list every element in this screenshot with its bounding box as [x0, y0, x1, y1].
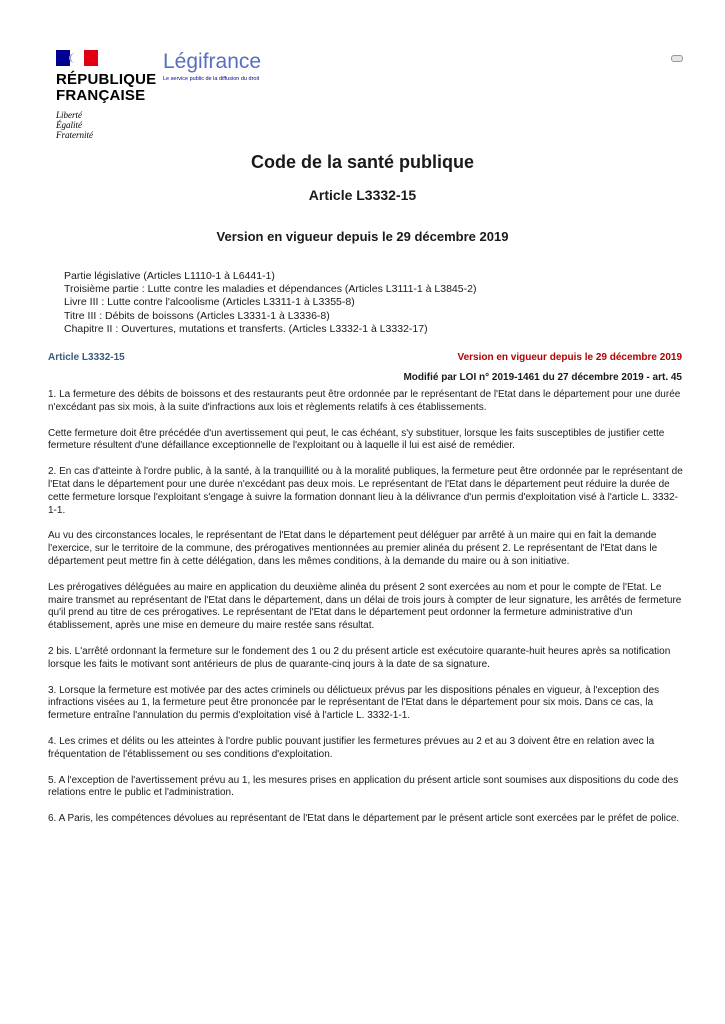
article-version: Version en vigueur depuis le 29 décembre 2019	[457, 352, 682, 363]
marianne-flag-icon	[56, 50, 98, 66]
brand-tagline: Le service public de la diffusion du droit	[163, 76, 260, 82]
francaise-line: FRANÇAISE	[56, 87, 146, 104]
paragraph: Cette fermeture doit être précédée d'un avertissement qui peut, le cas échéant, s'y substituer, lorsque les faits susceptibles de justifier cette fermeture résultent d'une défaillance exceptionnelle de l'exploitant ou à laquelle il lui est aisé de remédier.	[48, 427, 665, 452]
paragraph: 6. A Paris, les compétences dévolues au représentant de l'Etat dans le département par le présent article sont exercées par le préfet de police.	[48, 813, 680, 825]
motto-liberte: Liberté	[56, 110, 82, 120]
paragraph: Au vu des circonstances locales, le représentant de l'Etat dans le département peut déléguer par arrêté à un maire qui en fait la demande l'exercice, sur le territoire de la commune, des prérogatives mentionnées au premier alinéa du présent 2. Le représentant de l'Etat dans le département peut mettre fin à cette délégation, dans les mêmes conditions, à la demande du maire ou à son initiative.	[48, 530, 658, 567]
paragraph: 3. Lorsque la fermeture est motivée par des actes criminels ou délictueux prévus par les dispositions pénales en vigueur, à l'exception des infractions visées au 1, la fermeture peut être prononcée par le représentant de l'Etat dans le département pour six mois. Dans ce cas, la fermeture entraîne l'annulation du permis d'exploitation visé à l'article L. 3332-1-1.	[48, 684, 660, 722]
paragraph: 2. En cas d'atteinte à l'ordre public, à la santé, à la tranquillité ou à la moralité publiques, la fermeture peut être ordonnée par le représentant de l'Etat dans le département pour une durée n'excédant pas deux mois. Le représentant de l'Etat dans le département peut réduire la durée de cette fermeture lorsque l'exploitant s'engage à suivre la formation donnant lieu à la délivrance d'un permis d'exploitation visé à l'article L. 3332-1-1.	[48, 466, 683, 516]
breadcrumb-troisieme-partie[interactable]: Troisième partie : Lutte contre les maladies et dépendances (Articles L3111-1 à L3845-2)	[64, 283, 477, 296]
code-title: Code de la santé publique	[250, 152, 475, 172]
brand-name: Légifrance	[163, 50, 262, 73]
paragraph: 4. Les crimes et délits ou les atteintes à l'ordre public pouvant justifier les fermetures prévues au 2 et au 3 doivent être en relation avec la fréquentation de l'établissement ou ses conditions d'exploitation.	[48, 735, 655, 760]
motto-fraternite: Fraternité	[56, 130, 93, 140]
paragraph: 2 bis. L'arrêté ordonnant la fermeture sur le fondement des 1 ou 2 du présent article est exécutoire quarante-huit heures après sa notification lorsque les faits le motivant sont antérieurs de plus de quarante-cinq jours à la date de sa signature.	[48, 645, 671, 670]
legifrance-brand[interactable]	[163, 50, 261, 82]
version-title: Version en vigueur depuis le 29 décembre 2019	[216, 229, 509, 244]
page-toggle-icon[interactable]	[671, 55, 683, 62]
article-title: Article L3332-15	[308, 187, 417, 203]
breadcrumb-partie[interactable]: Partie législative (Articles L1110-1 à L6441-1)	[64, 270, 275, 282]
breadcrumb-titre[interactable]: Titre III : Débits de boissons (Articles L3331-1 à L3336-8)	[64, 309, 330, 322]
motto	[56, 110, 166, 140]
republique-line: RÉPUBLIQUE	[56, 71, 157, 88]
paragraph: 1. La fermeture des débits de boissons et des restaurants peut être ordonnée par le représentant de l'Etat dans le département pour une durée n'excédant pas six mois, à la suite d'infractions aux lois et règlements relatifs à ces établissements.	[48, 389, 681, 413]
motto-egalite: Égalité	[56, 120, 82, 130]
breadcrumb	[64, 270, 476, 336]
article-header	[48, 352, 682, 366]
breadcrumb-livre[interactable]: Livre III : Lutte contre l'alcoolisme (Articles L3311-1 à L3355-8)	[64, 296, 355, 309]
breadcrumb-chapitre[interactable]: Chapitre II : Ouvertures, mutations et transferts. (Articles L3332-1 à L3332-17)	[64, 322, 428, 335]
article-label: Article L3332-15	[48, 352, 125, 363]
paragraph: 5. A l'exception de l'avertissement prévu au 1, les mesures prises en application du présent article sont soumises aux dispositions du code des relations entre le public et l'administration.	[48, 774, 679, 799]
article-body	[48, 389, 684, 839]
modified-by-link[interactable]: Modifié par LOI n° 2019-1461 du 27 décembre 2019 - art. 45	[403, 372, 682, 383]
paragraph: Les prérogatives déléguées au maire en application du deuxième alinéa du présent 2 sont exercées au nom et pour le compte de l'Etat. Le maire transmet au représentant de l'Etat dans le département, dans un délai de trois jours à compter de leur signature, les arrêtés de fermeture qu'il prend au titre de ces prérogatives. Le représentant de l'Etat dans le département peut ordonner la fermeture administrative d'un établissement, après une mise en demeure du maire restée sans résultat.	[48, 581, 682, 632]
republique-francaise-logo	[56, 50, 166, 140]
